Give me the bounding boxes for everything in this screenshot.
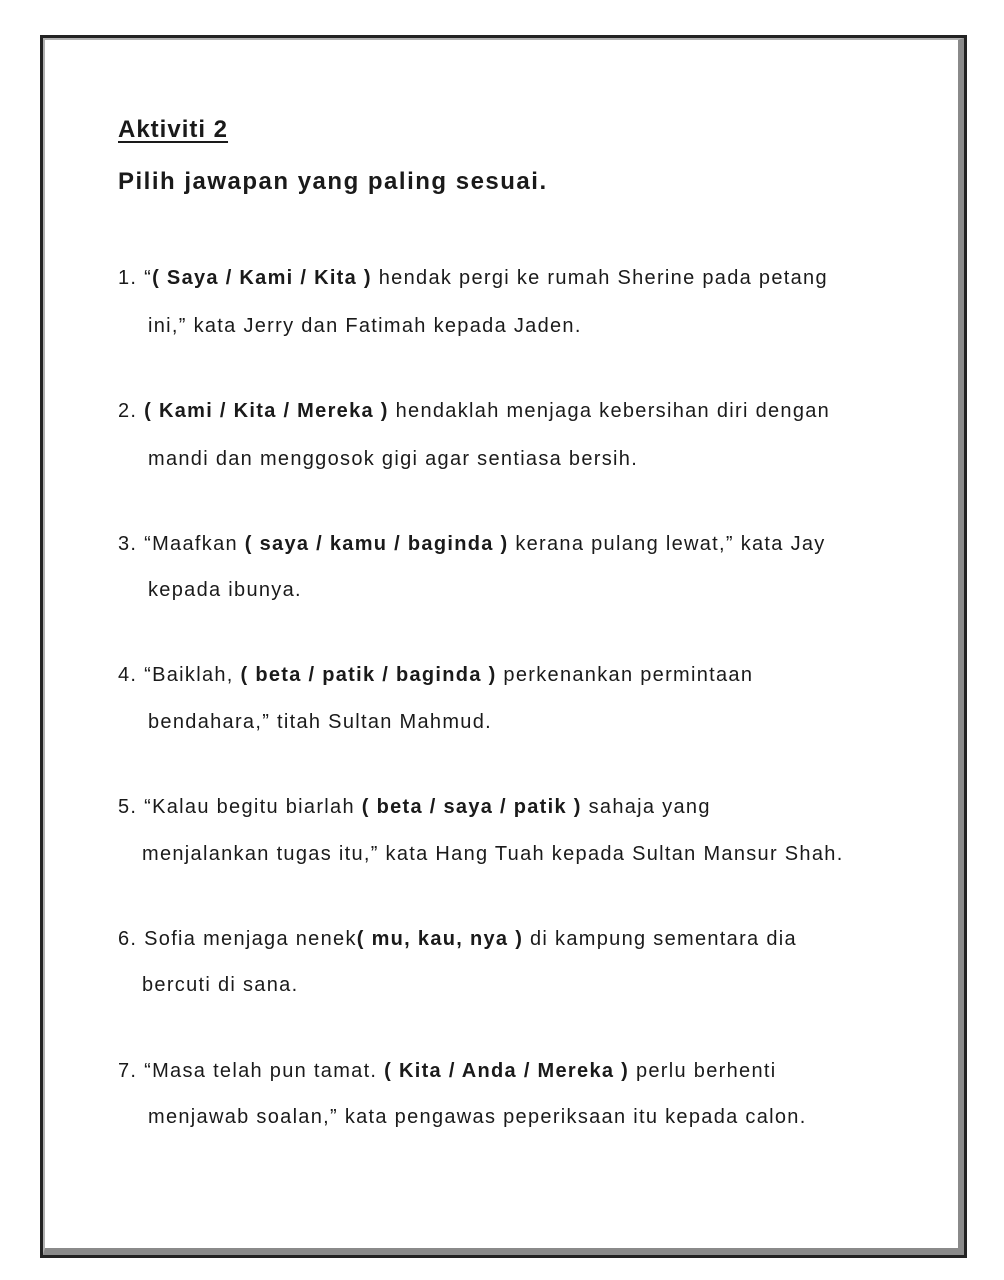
question-text-pre: “Maafkan (144, 533, 245, 555)
question-7-line-1 (118, 1060, 776, 1083)
question-text-post: kerana pulang lewat,” kata Jay (508, 533, 826, 555)
question-5-line-1 (118, 796, 711, 819)
answer-choices: ( Saya / Kami / Kita ) (152, 267, 372, 289)
question-text-pre: “Baiklah, (144, 664, 241, 686)
question-7-line-2: menjawab soalan,” kata pengawas peperiksaan itu kepada calon. (148, 1106, 807, 1128)
question-4-line-1 (118, 664, 753, 687)
question-text-post: hendak pergi ke rumah Sherine pada petang (371, 267, 828, 289)
question-2-line-1 (118, 400, 830, 423)
activity-title: Aktiviti 2 (118, 116, 229, 143)
question-2-line-2: mandi dan menggosok gigi agar sentiasa bersih. (148, 448, 639, 470)
question-6-line-1 (118, 928, 797, 951)
question-4-line-2: bendahara,” titah Sultan Mahmud. (148, 711, 493, 733)
answer-choices: ( saya / kamu / baginda ) (244, 533, 509, 555)
answer-choices: ( beta / patik / baginda ) (240, 664, 497, 686)
question-text-pre: “Masa telah pun tamat. (144, 1060, 385, 1082)
question-text-post: perkenankan permintaan (496, 664, 754, 686)
question-text-post: hendaklah menjaga kebersihan diri dengan (388, 400, 831, 422)
question-text-pre: “ (144, 267, 153, 289)
question-number: 2. (118, 400, 138, 422)
instruction-text: Pilih jawapan yang paling sesuai. (118, 168, 548, 195)
answer-choices: ( mu, kau, nya ) (356, 928, 524, 950)
question-number: 4. (118, 664, 138, 686)
question-text-post: sahaja yang (581, 796, 711, 818)
question-3-line-1 (118, 533, 826, 556)
question-number: 5. (118, 796, 138, 818)
question-text-pre: “Kalau begitu biarlah (144, 796, 362, 818)
question-text-post: di kampung sementara dia (523, 928, 797, 950)
question-number: 6. (118, 928, 138, 950)
question-1-line-2: ini,” kata Jerry dan Fatimah kepada Jaden. (148, 315, 582, 337)
question-6-line-2: bercuti di sana. (142, 974, 299, 996)
answer-choices: ( Kita / Anda / Mereka ) (384, 1060, 630, 1082)
question-number: 1. (118, 267, 138, 289)
question-text-post: perlu berhenti (629, 1060, 777, 1082)
question-number: 7. (118, 1060, 138, 1082)
question-text-pre: Sofia menjaga nenek (144, 928, 357, 950)
question-5-line-2: menjalankan tugas itu,” kata Hang Tuah kepada Sultan Mansur Shah. (142, 843, 844, 865)
answer-choices: ( Kami / Kita / Mereka ) (144, 400, 389, 422)
answer-choices: ( beta / saya / patik ) (361, 796, 582, 818)
question-number: 3. (118, 533, 138, 555)
question-1-line-1 (118, 267, 828, 290)
question-3-line-2: kepada ibunya. (148, 579, 302, 601)
